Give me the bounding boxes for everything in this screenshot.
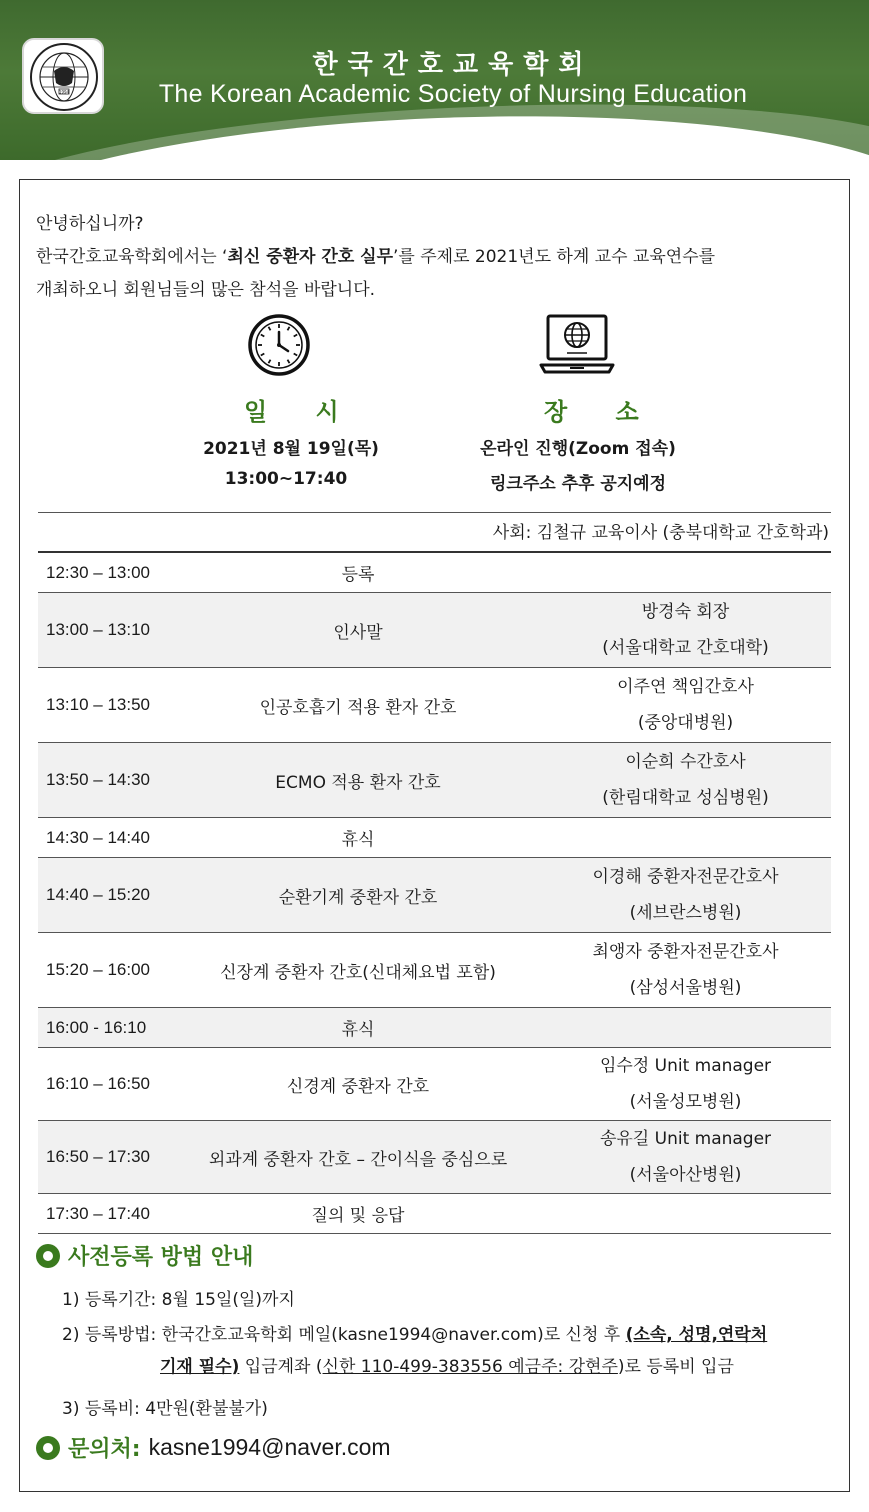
speaker-name: 이순희 수간호사 <box>625 752 746 772</box>
speaker-affiliation: (세브란스병원) <box>629 903 742 923</box>
venue-label: 장 소 <box>544 398 659 426</box>
intro-line-2-post: ’를 주제로 2021년도 하계 교수 교육연수를 <box>393 247 716 267</box>
schedule-row <box>38 743 831 818</box>
session-time: 12:30 – 13:00 <box>46 562 150 582</box>
announcement-box <box>19 179 850 1492</box>
speaker-name: 최앵자 중환자전문간호사 <box>592 942 779 962</box>
schedule-row <box>38 668 831 743</box>
speaker-affiliation: (서울대학교 간호대학) <box>602 638 769 658</box>
clock-icon <box>247 313 311 377</box>
date-label: 일 시 <box>244 398 359 426</box>
session-time: 13:50 – 14:30 <box>46 770 150 789</box>
speaker-affiliation: (한림대학교 성심병원) <box>602 788 769 808</box>
registration-fee: 3) 등록비: 4만원(환불불가) <box>62 1399 268 1419</box>
schedule-row <box>38 1008 831 1048</box>
bank-account: 신한 110-499-383556 예금주: 강현주 <box>322 1357 618 1377</box>
session-topic: 외과계 중환자 간호 – 간이식을 중심으로 <box>208 1149 508 1170</box>
registration-required-info: (소속, 성명,연락처 <box>625 1325 768 1345</box>
registration-method-cont <box>160 1352 734 1377</box>
speaker-affiliation: (삼성서울병원) <box>629 978 742 998</box>
session-time: 17:30 – 17:40 <box>46 1203 150 1223</box>
header-banner <box>0 0 869 160</box>
society-title-korean: 한국간호교육학회 <box>312 50 594 80</box>
contact-label: 문의처: <box>68 1437 141 1462</box>
greeting: 안녕하십니까? <box>36 214 144 234</box>
event-date: 2021년 8월 19일(목) <box>203 439 379 459</box>
registration-title-text: 사전등록 방법 안내 <box>68 1245 254 1270</box>
schedule-row <box>38 553 831 593</box>
speaker-name: 임수정 Unit manager <box>599 1056 772 1076</box>
laptop-globe-icon <box>539 313 615 375</box>
intro-line-2 <box>36 241 836 274</box>
session-speaker-block <box>558 668 813 742</box>
session-time: 13:00 – 13:10 <box>46 620 150 639</box>
registration-method-text: 2) 등록방법: 한국간호교육학회 메일(kasne1994@naver.com)로 신청 후 <box>62 1325 626 1345</box>
session-time: 14:30 – 14:40 <box>46 827 150 847</box>
svg-text:1994: 1994 <box>58 89 70 95</box>
session-speaker-block <box>558 858 813 932</box>
session-speaker-block <box>558 1048 813 1120</box>
session-time: 13:10 – 13:50 <box>46 695 150 714</box>
session-time: 16:10 – 16:50 <box>46 1074 150 1093</box>
topic-highlight: 최신 중환자 간호 실무 <box>227 247 394 267</box>
session-topic: 휴식 <box>341 1020 375 1040</box>
speaker-affiliation: (서울성모병원) <box>629 1092 742 1112</box>
session-speaker-block <box>558 1121 813 1193</box>
session-topic: 질의 및 응답 <box>311 1206 405 1226</box>
circle-bullet-icon <box>36 1244 60 1268</box>
society-logo <box>22 38 104 114</box>
society-seal-icon <box>28 41 100 113</box>
schedule-row <box>38 1194 831 1234</box>
session-topic: 등록 <box>341 565 375 585</box>
session-speaker-block <box>558 933 813 1007</box>
speaker-name: 이경해 중환자전문간호사 <box>592 867 779 887</box>
schedule-row <box>38 1121 831 1194</box>
event-time: 13:00~17:40 <box>224 469 348 489</box>
contact-section <box>36 1432 391 1463</box>
speaker-affiliation: (중앙대병원) <box>637 713 734 733</box>
session-time: 16:00 - 16:10 <box>46 1017 147 1037</box>
intro-line-3: 개최하오니 회원님들의 많은 참석을 바랍니다. <box>36 280 376 300</box>
schedule-row <box>38 818 831 858</box>
venue-online: 온라인 진행(Zoom 접속) <box>480 439 676 459</box>
session-speaker-block <box>558 743 813 817</box>
speaker-name: 송유길 Unit manager <box>599 1129 772 1149</box>
speaker-name: 방경숙 회장 <box>641 602 730 622</box>
contact-email-link[interactable]: kasne1994@naver.com <box>148 1434 391 1460</box>
session-time: 16:50 – 17:30 <box>46 1147 150 1166</box>
venue-link-notice: 링크주소 추후 공지예정 <box>489 474 667 494</box>
schedule-row <box>38 1048 831 1121</box>
schedule-row <box>38 933 831 1008</box>
circle-bullet-icon <box>36 1436 60 1460</box>
schedule-row <box>38 593 831 668</box>
schedule-top-rule <box>38 512 831 513</box>
registration-fee-note: )로 등록비 입금 <box>617 1357 734 1377</box>
intro-text <box>36 208 836 307</box>
speaker-affiliation: (서울아산병원) <box>629 1165 742 1185</box>
session-topic: 휴식 <box>341 830 375 850</box>
schedule-row <box>38 858 831 933</box>
session-speaker-block <box>558 593 813 667</box>
registration-account-label: 입금계좌 ( <box>239 1357 323 1377</box>
registration-method <box>62 1320 767 1345</box>
registration-required-note: 기재 필수) <box>160 1357 240 1377</box>
session-topic: 인사말 <box>333 622 383 643</box>
session-topic: 신장계 중환자 간호(신대체요법 포함) <box>220 962 496 983</box>
session-time: 14:40 – 15:20 <box>46 885 150 904</box>
session-topic: ECMO 적용 환자 간호 <box>275 772 441 793</box>
intro-line-2-pre: 한국간호교육학회에서는 ‘ <box>36 247 228 267</box>
registration-section-title <box>36 1240 253 1271</box>
session-topic: 인공호흡기 적용 환자 간호 <box>259 697 457 718</box>
master-of-ceremonies: 사회: 김철규 교육이사 (충북대학교 간호학과) <box>492 523 829 543</box>
speaker-name: 이주연 책임간호사 <box>617 677 754 697</box>
registration-period: 1) 등록기간: 8월 15일(일)까지 <box>62 1290 295 1310</box>
session-topic: 신경계 중환자 간호 <box>286 1076 430 1097</box>
session-topic: 순환기계 중환자 간호 <box>278 887 438 908</box>
society-title-english: The Korean Academic Society of Nursing Education <box>158 80 748 108</box>
session-time: 15:20 – 16:00 <box>46 960 150 979</box>
